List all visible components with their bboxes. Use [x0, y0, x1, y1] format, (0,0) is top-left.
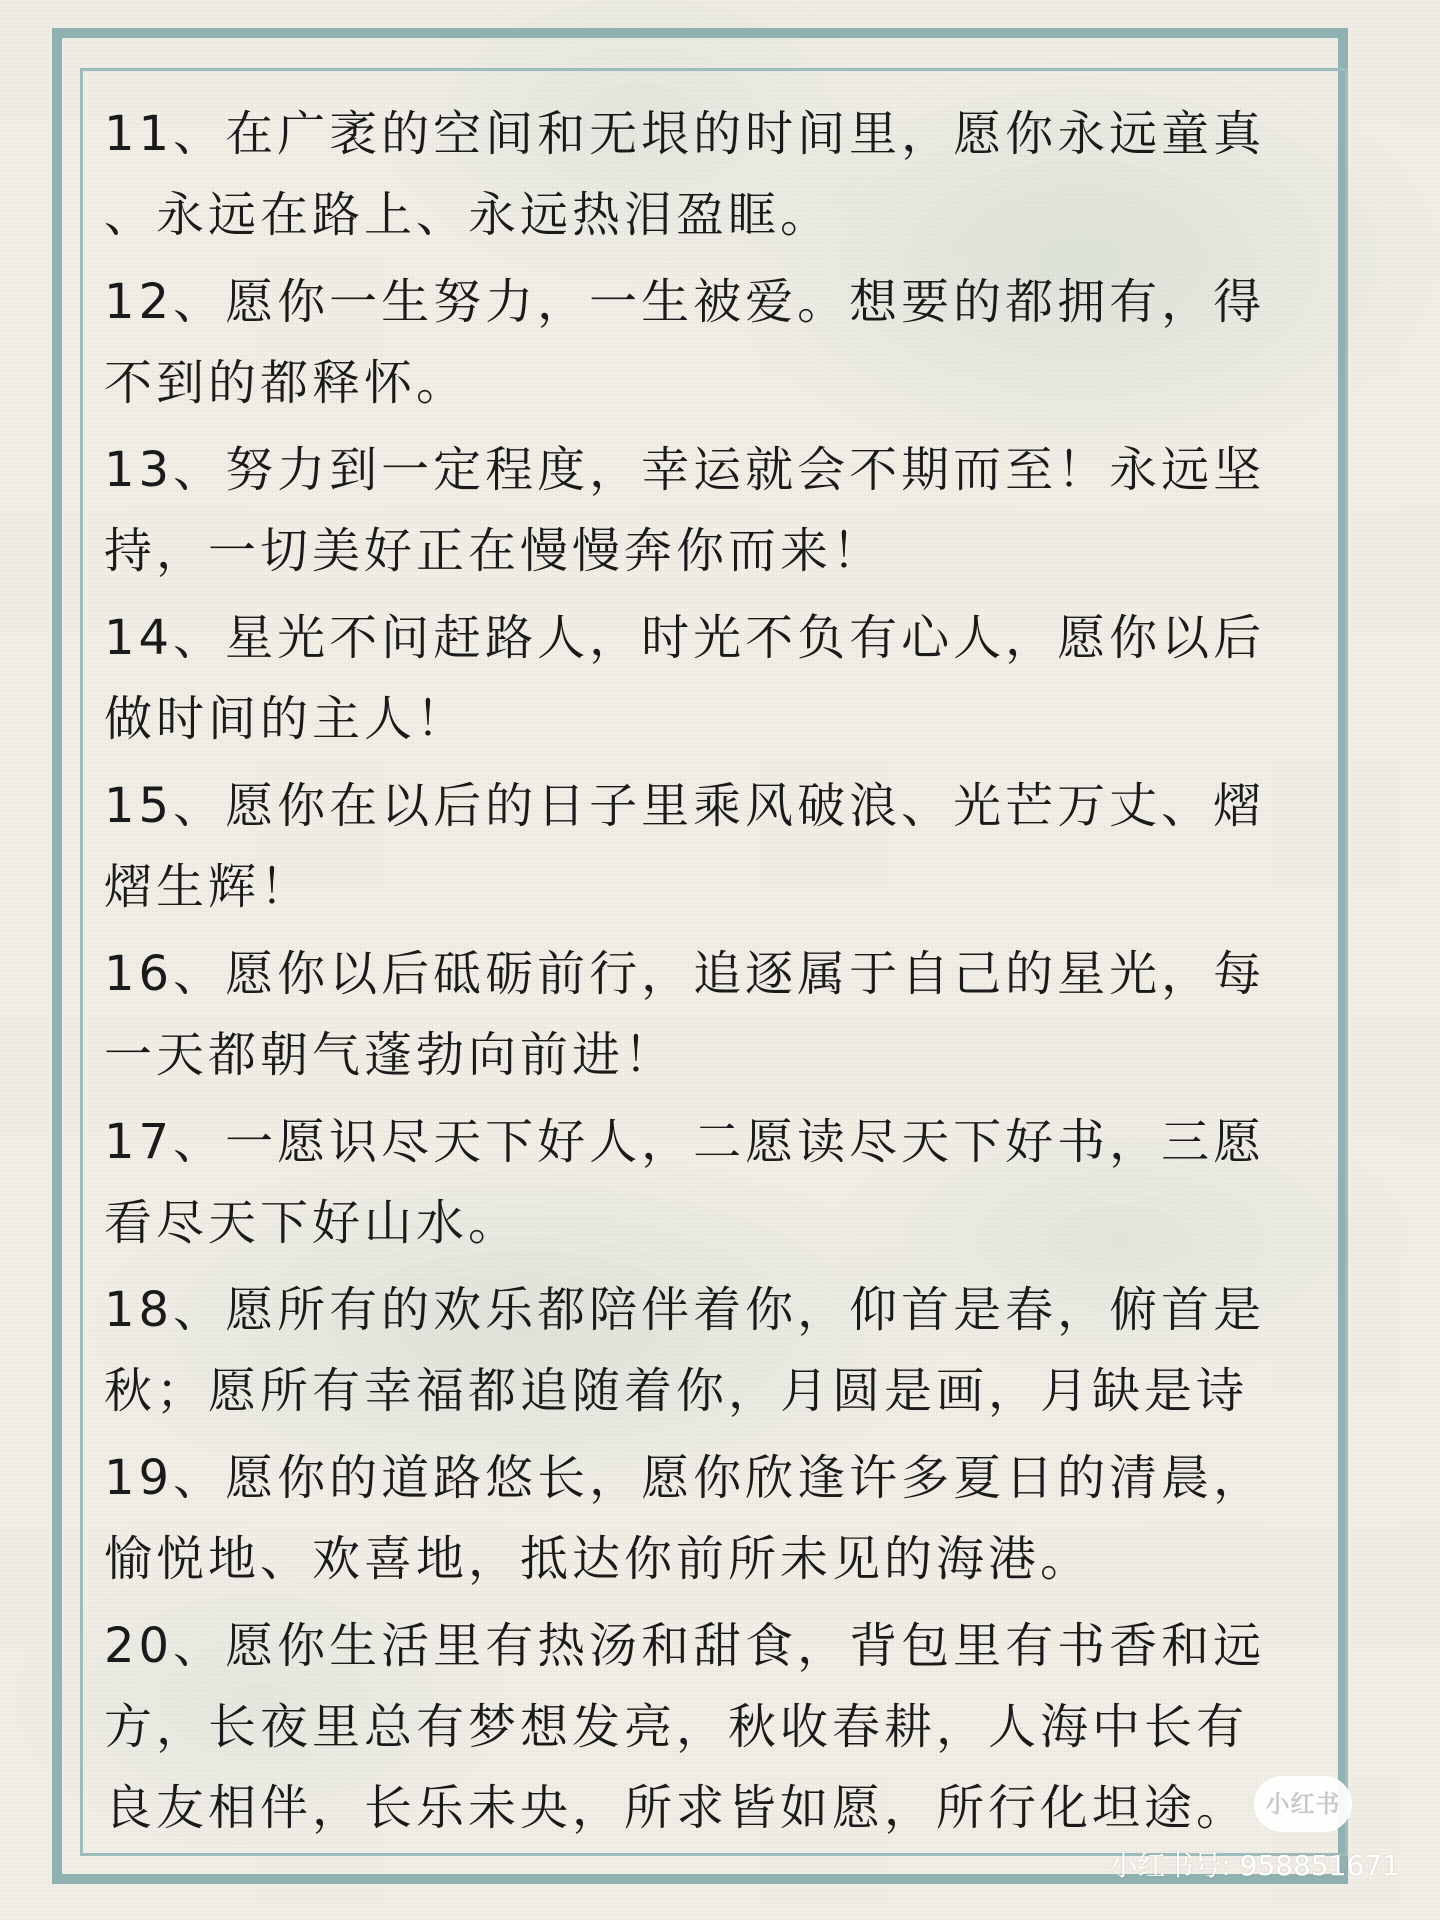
wish-line: 13、努力到一定程度，幸运就会不期而至！永远坚	[104, 442, 1266, 498]
wish-entry-12	[104, 262, 1340, 424]
wish-line: 不到的都释怀。	[104, 355, 469, 411]
wish-line: 、永远在路上、永远热泪盈眶。	[104, 187, 833, 243]
wish-line: 秋；愿所有幸福都追随着你，月圆是画，月缺是诗	[104, 1363, 1249, 1419]
wish-entry-16	[104, 934, 1340, 1096]
wish-line: 20、愿你生活里有热汤和甜食，背包里有书香和远	[104, 1618, 1266, 1674]
wish-entry-18	[104, 1270, 1340, 1432]
wish-line: 做时间的主人！	[104, 691, 469, 747]
wish-line: 11、在广袤的空间和无垠的时间里，愿你永远童真	[104, 106, 1266, 162]
watermark-account-id: 小红书号: 958851671	[1109, 1849, 1400, 1882]
wish-entry-17	[104, 1102, 1340, 1264]
wish-line: 14、星光不问赶路人，时光不负有心人，愿你以后	[104, 610, 1266, 666]
wish-line: 愉悦地、欢喜地，抵达你前所未见的海港。	[104, 1531, 1093, 1587]
wish-line: 方，长夜里总有梦想发亮，秋收春耕，人海中长有	[104, 1699, 1249, 1755]
wish-line: 良友相伴，长乐未央，所求皆如愿，所行化坦途。	[104, 1780, 1249, 1836]
wish-entry-11	[104, 94, 1340, 256]
wishes-list	[104, 94, 1340, 1849]
wish-line: 熠生辉！	[104, 859, 313, 915]
wish-entry-13	[104, 430, 1340, 592]
xiaohongshu-logo-icon: 小红书	[1254, 1776, 1352, 1832]
wish-line: 一天都朝气蓬勃向前进！	[104, 1027, 677, 1083]
wish-entry-19	[104, 1438, 1340, 1600]
wish-line: 18、愿所有的欢乐都陪伴着你，仰首是春，俯首是	[104, 1282, 1266, 1338]
wish-line: 17、一愿识尽天下好人，二愿读尽天下好书，三愿	[104, 1114, 1266, 1170]
xiaohongshu-watermark	[1100, 1776, 1400, 1886]
wish-line: 12、愿你一生努力，一生被爱。想要的都拥有，得	[104, 274, 1266, 330]
wish-line: 19、愿你的道路悠长，愿你欣逢许多夏日的清晨，	[104, 1450, 1266, 1506]
wish-line: 看尽天下好山水。	[104, 1195, 521, 1251]
wish-entry-14	[104, 598, 1340, 760]
wish-line: 15、愿你在以后的日子里乘风破浪、光芒万丈、熠	[104, 778, 1266, 834]
wish-line: 16、愿你以后砥砺前行，追逐属于自己的星光，每	[104, 946, 1266, 1002]
wish-entry-15	[104, 766, 1340, 928]
wish-line: 持，一切美好正在慢慢奔你而来！	[104, 523, 885, 579]
